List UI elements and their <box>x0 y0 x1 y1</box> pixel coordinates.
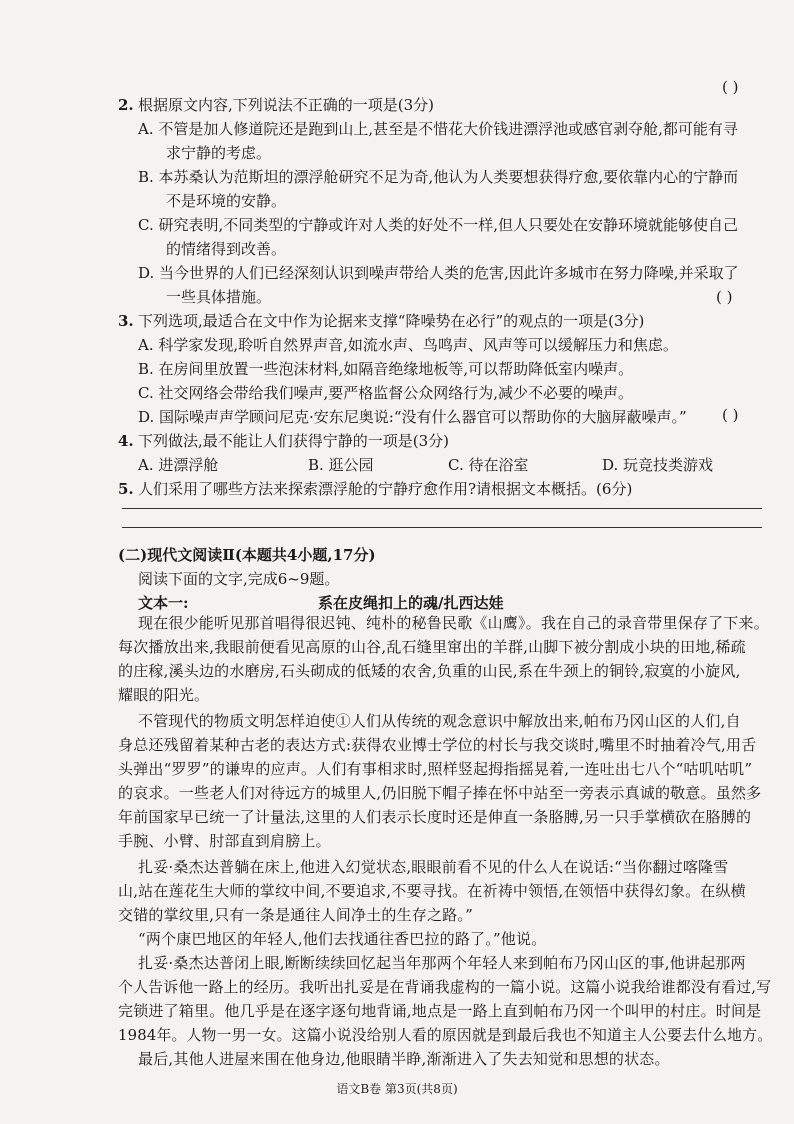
q2-option-b-line1: B. 本苏桑认为范斯坦的漂浮舱研究不足为奇,他认为人类要想获得疗愈,要依靠内心的宁静而 <box>138 168 739 186</box>
passage-line: 个人告诉他一路上的经历。我听出扎妥是在背诵我虚构的一篇小说。这篇小说我给谁都没有看过,写 <box>118 978 772 996</box>
q3-answer-paren[interactable]: ( ) <box>716 288 733 306</box>
passage-line: 山,站在莲花生大师的掌纹中间,不要追求,不要寻找。在祈祷中领悟,在领悟中获得幻象。在纵横 <box>118 882 746 900</box>
passage-line: 现在很少能听见那首唱得很迟钝、纯朴的秘鲁民歌《山鹰》。我在自己的录音带里保存了下来。 <box>138 614 769 632</box>
q2-option-a-line2: 求宁静的考虑。 <box>166 144 272 162</box>
section2-heading: (二)现代文阅读Ⅱ(本题共4小题,17分) <box>118 546 376 564</box>
q5-answer-line-1[interactable] <box>122 508 762 509</box>
passage-line: 每次播放出来,我眼前便看见高原的山谷,乱石缝里窜出的羊群,山脚下被分割成小块的田地,稀疏 <box>118 638 746 656</box>
passage-line: 的哀求。一些老人们对待远方的城里人,仍旧脱下帽子捧在怀中站至一旁表示真诚的敬意。虽然多 <box>118 784 762 802</box>
passage-line: 扎妥·桑杰达普躺在床上,他进入幻觉状态,眼眼前看不见的什么人在说话:“当你翻过喀隆雪 <box>138 858 729 876</box>
q4-option-d: D. 玩竞技类游戏 <box>602 456 714 474</box>
page-footer: 语文B卷 第3页(共8页) <box>336 1082 458 1096</box>
passage-line: 耀眼的阳光。 <box>118 686 210 704</box>
q2-answer-paren[interactable]: ( ) <box>722 78 739 96</box>
q4-number: 4. <box>118 432 134 450</box>
q3-option-a: A. 科学家发现,聆听自然界声音,如流水声、鸟鸣声、风声等可以缓解压力和焦虑。 <box>138 336 678 354</box>
section2-instruction: 阅读下面的文字,完成6~9题。 <box>138 570 340 588</box>
q5-stem: 人们采用了哪些方法来探索漂浮舱的宁静疗愈作用?请根据文本概括。(6分) <box>138 480 633 498</box>
q2-stem: 根据原文内容,下列说法不正确的一项是(3分) <box>138 96 435 114</box>
q4-option-a: A. 进漂浮舱 <box>138 456 219 474</box>
passage-line: 交错的掌纹里,只有一条是通往人间净土的生存之路。” <box>118 906 473 924</box>
q3-option-c: C. 社交网络会带给我们噪声,要严格监督公众网络行为,减少不必要的噪声。 <box>138 384 634 402</box>
passage-line: 1984年。人物一男一女。这篇小说没给别人看的原因就是到最后我也不知道主人公要去什么地方。 <box>118 1026 773 1044</box>
passage-line: 扎妥·桑杰达普闭上眼,断断续续回忆起当年那两个年轻人来到帕布乃冈山区的事,他讲起那两 <box>138 954 746 972</box>
q4-answer-paren[interactable]: ( ) <box>722 406 739 424</box>
passage-line: 手腕、小臂、肘部直到肩膀上。 <box>118 832 331 850</box>
q4-stem: 下列做法,最不能让人们获得宁静的一项是(3分) <box>138 432 450 450</box>
q2-option-c-line2: 的情绪得到改善。 <box>166 240 287 258</box>
passage-line: 完锁进了箱里。他几乎是在逐字逐句地背诵,地点是一路上直到帕布乃冈一个叫甲的村庄。时间是 <box>118 1002 762 1020</box>
q5-answer-line-2[interactable] <box>122 527 762 528</box>
passage-line: 的庄稼,溪头边的水磨房,石头砌成的低矮的农舍,负重的山民,系在牛颈上的铜铃,寂寞的小旋风, <box>118 662 741 680</box>
passage-line: 年前国家早已统一了计量法,这里的人们表示长度时还是伸直一条胳膊,另一只手掌横砍在胳膊的 <box>118 808 752 826</box>
q3-stem: 下列选项,最适合在文中作为论据来支撑“降噪势在必行”的观点的一项是(3分) <box>138 312 645 330</box>
q3-option-b: B. 在房间里放置一些泡沫材料,如隔音绝缘地板等,可以帮助降低室内噪声。 <box>138 360 634 378</box>
passage-line: 身总还残留着某种古老的表达方式:获得农业博士学位的村长与我交谈时,嘴里不时抽着冷气,用舌 <box>118 736 757 754</box>
q4-option-b: B. 逛公园 <box>308 456 374 474</box>
passage-line: “两个康巴地区的年轻人,他们去找通往香巴拉的路了。”他说。 <box>138 930 547 948</box>
q4-option-c: C. 待在浴室 <box>448 456 529 474</box>
passage-line: 不管现代的物质文明怎样迫使①人们从传统的观念意识中解放出来,帕布乃冈山区的人们,自 <box>138 712 741 730</box>
q2-number: 2. <box>118 96 134 114</box>
section2-text-label: 文本一: <box>138 594 189 612</box>
passage-line: 最后,其他人进屋来围在他身边,他眼睛半睁,渐渐进入了失去知觉和思想的状态。 <box>138 1050 670 1068</box>
q5-number: 5. <box>118 480 134 498</box>
q2-option-b-line2: 不是环境的安静。 <box>166 192 287 210</box>
q3-option-d: D. 国际噪声声学顾问尼克·安东尼奥说:“没有什么器官可以帮助你的大脑屏蔽噪声。” <box>138 408 687 426</box>
passage-title: 系在皮绳扣上的魂/扎西达娃 <box>318 594 504 612</box>
q2-option-c-line1: C. 研究表明,不同类型的宁静或许对人类的好处不一样,但人只要处在安静环境就能够使自己 <box>138 216 739 234</box>
q3-number: 3. <box>118 312 134 330</box>
passage-line: 头弹出“罗罗”的谦卑的应声。人们有事相求时,照样竖起拇指摇晃着,一连吐出七八个“咕叽咕叽” <box>118 760 753 778</box>
q2-option-a-line1: A. 不管是加人修道院还是跑到山上,甚至是不惜花大价钱进漂浮池或感官剥夺舱,都可能有寻 <box>138 120 738 138</box>
q2-option-d-line1: D. 当今世界的人们已经深刻认识到噪声带给人类的危害,因此许多城市在努力降噪,并采取了 <box>138 264 739 282</box>
q2-option-d-line2: 一些具体措施。 <box>166 288 272 306</box>
